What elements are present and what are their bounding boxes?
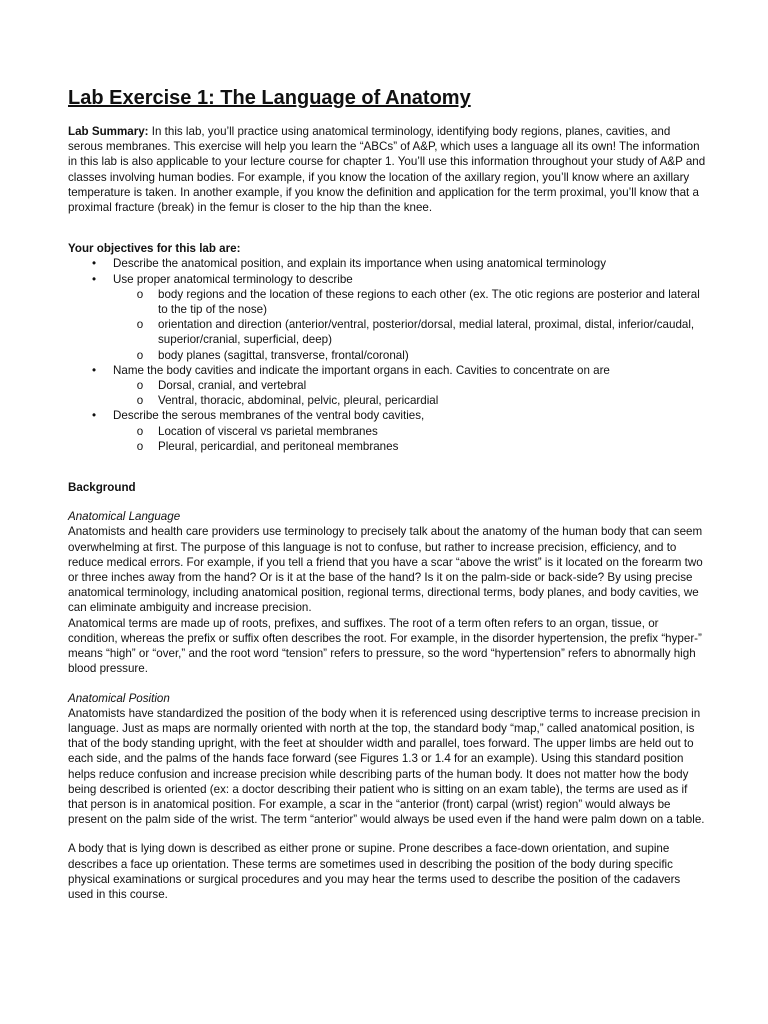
- objective-subitem: [68, 439, 708, 454]
- objective-text: Describe the anatomical position, and explain its importance when using anatomical terminology: [113, 257, 607, 271]
- anatomical-language-paragraph-1: Anatomists and health care providers use terminology to precisely talk about the anatomy of the human body that can seem overwhelming at first. The purpose of this language is not to confuse, but rather to increase precision, efficiency, and to reduce medical errors. For example, if you tell a friend that you have a scar “above the wrist” is it located on the forearm two or three inches away from the hand? Or is it at the base of the hand? Is it on the palm-side or back-side? By using precise anatomical terminology, including anatomical position, regional terms, directional terms, body planes, and body cavities, we can eliminate ambiguity and increase precision.: [68, 525, 703, 615]
- objective-subitem: [68, 287, 708, 317]
- lab-summary: [68, 124, 708, 215]
- anatomical-language-paragraph-2: Anatomical terms are made up of roots, prefixes, and suffixes. The root of a term often refers to an organ, tissue, or condition, whereas the prefix or suffix often describes the root. For example, in the disorder hypertension, the prefix “hyper-” means “high” or “over,” and the root word “tension” refers to pressure, so the word “hypertension” refers to abnormally high blood pressure.: [68, 616, 702, 676]
- sub-bullet-icon: o: [136, 287, 144, 301]
- objective-text: Name the body cavities and indicate the important organs in each. Cavities to concentrate on are: [113, 363, 610, 377]
- objective-subitem-text: Pleural, pericardial, and peritoneal membranes: [158, 439, 399, 453]
- objective-sublist: [113, 287, 708, 363]
- objectives-list: [68, 256, 708, 454]
- anatomical-position-paragraph-1: Anatomists have standardized the position of the body when it is referenced using descriptive terms to increase precision in language. Just as maps are normally oriented with north at the top, the standard body “map,” called anatomical position, is that of the body standing upright, with the feet at shoulder width and parallel, toes forward. The upper limbs are held out to each side, and the palms of the hands face forward (see Figures 1.3 or 1.4 for an example). Using this standard position helps reduce confusion and increase precision while describing parts of the human body. It does not matter how the body being described is oriented (ex: a doctor describing their patient who is sitting on an exam table), the terms are used as if that person is in anatomical position. For example, a scar in the “anterior (front) carpal (wrist) region” would always be present on the palm side of the wrist. The term “anterior” would always be used even if the hand were palm down on a table.: [68, 706, 705, 827]
- objective-item: [68, 272, 708, 363]
- bullet-icon: •: [91, 363, 97, 377]
- objective-sublist: [113, 424, 708, 454]
- objective-subitem: [68, 393, 708, 408]
- bullet-icon: •: [91, 257, 97, 271]
- objective-text: Describe the serous membranes of the ventral body cavities,: [113, 409, 425, 423]
- objective-subitem-text: orientation and direction (anterior/ventral, posterior/dorsal, medial lateral, proximal, distal, inferior/caudal, superior/cranial, superficial, deep): [158, 318, 695, 347]
- objective-text: Use proper anatomical terminology to describe: [113, 272, 353, 286]
- lab-summary-text: In this lab, you’ll practice using anatomical terminology, identifying body regions, planes, cavities, and serous membranes. This exercise will help you learn the “ABCs” of A&P, which uses a language all its own! The information in this lab is also applicable to your lecture course for chapter 1. You’ll use this information throughout your study of A&P and classes involving human bodies. For example, if you know the location of the axillary region, you’ll know where an axillary temperature is taken. In another example, if you know the definition and application for the term proximal, you’ll know that a proximal fracture (break) in the femur is closer to the hip than the knee.: [68, 125, 706, 215]
- bullet-icon: •: [91, 409, 97, 423]
- objective-item: [68, 363, 708, 409]
- objective-subitem: [68, 424, 708, 439]
- sub-bullet-icon: o: [136, 439, 144, 453]
- anatomical-language-heading: Anatomical Language: [68, 510, 181, 524]
- sub-bullet-icon: o: [136, 318, 144, 332]
- sub-bullet-icon: o: [136, 379, 144, 393]
- objective-subitem-text: Ventral, thoracic, abdominal, pelvic, pleural, pericardial: [158, 394, 439, 408]
- prone-supine-paragraph: A body that is lying down is described as either prone or supine. Prone describes a face-down orientation, and supine describes a face up orientation. These terms are sometimes used in describing the position of the body during specific physical examinations or surgical procedures and you may hear the terms used to describe the position of the cadavers used in this course.: [68, 842, 681, 901]
- objective-subitem: [68, 317, 708, 347]
- page-title: Lab Exercise 1: The Language of Anatomy: [68, 87, 471, 109]
- sub-bullet-icon: o: [136, 424, 144, 438]
- objectives-heading: Your objectives for this lab are:: [68, 242, 241, 256]
- objective-subitem-text: Location of visceral vs parietal membranes: [158, 424, 378, 438]
- lab-summary-label: Lab Summary:: [68, 125, 149, 138]
- sub-bullet-icon: o: [136, 394, 144, 408]
- bullet-icon: •: [91, 272, 97, 286]
- sub-bullet-icon: o: [136, 348, 144, 362]
- objective-subitem-text: Dorsal, cranial, and vertebral: [158, 379, 307, 393]
- objective-subitem: [68, 378, 708, 393]
- objective-subitem: [68, 348, 708, 363]
- objective-sublist: [113, 378, 708, 408]
- objective-subitem-text: body regions and the location of these regions to each other (ex. The otic regions are posterior and lateral to the tip of the nose): [158, 287, 700, 317]
- objective-subitem-text: body planes (sagittal, transverse, frontal/coronal): [158, 348, 409, 362]
- objective-item: [68, 408, 708, 454]
- anatomical-position-heading: Anatomical Position: [68, 691, 170, 705]
- objective-item: [68, 256, 708, 271]
- background-heading: Background: [68, 481, 136, 495]
